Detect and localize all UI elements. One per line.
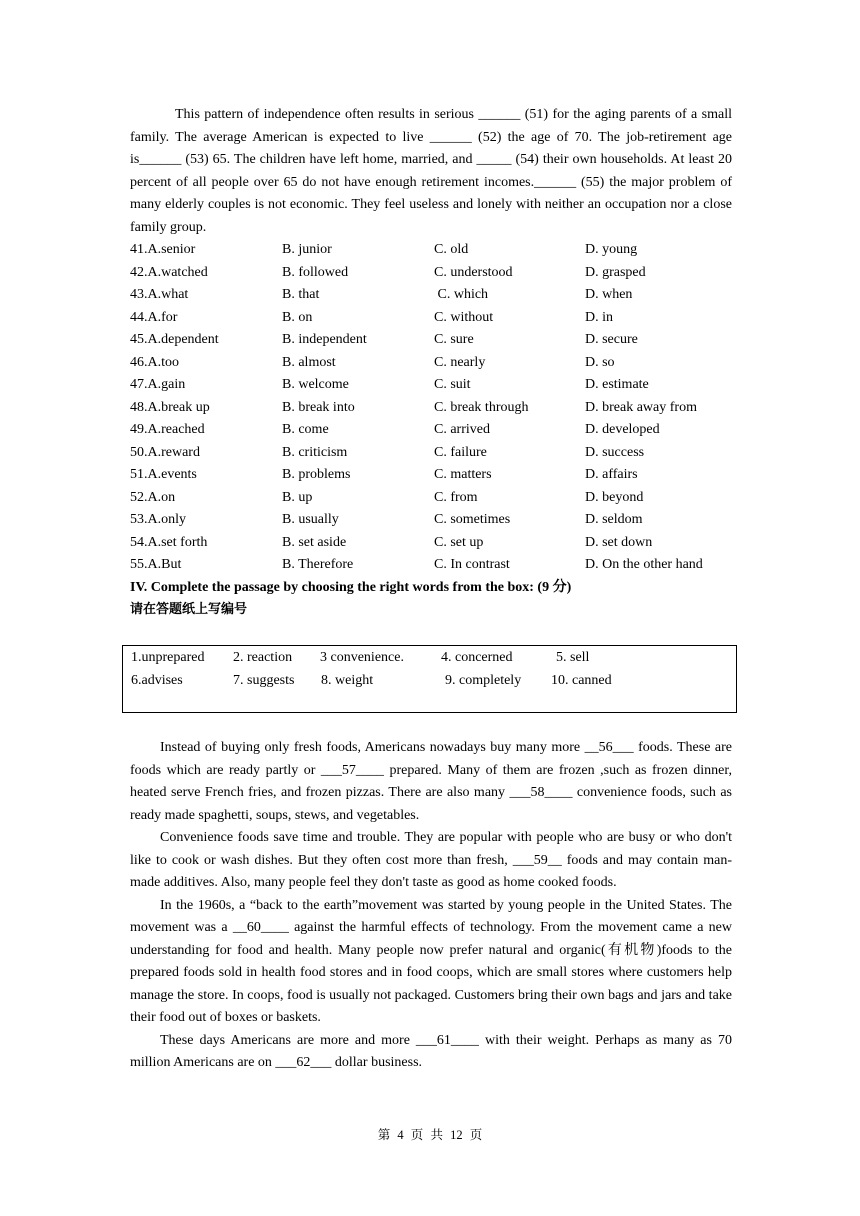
option-a: 42.A.watched bbox=[130, 264, 208, 280]
option-row bbox=[130, 532, 732, 555]
word-choice: 4. concerned bbox=[441, 650, 513, 665]
option-b: B. up bbox=[282, 489, 313, 505]
footer-page-unit: 页 bbox=[410, 1128, 424, 1142]
answer-sheet-note: 请在答题纸上写编号 bbox=[130, 602, 248, 617]
option-row bbox=[130, 419, 732, 442]
option-c: C. old bbox=[434, 242, 469, 257]
option-c: C. sure bbox=[434, 332, 474, 347]
option-b: B. almost bbox=[282, 354, 336, 370]
option-c: C. matters bbox=[434, 467, 492, 482]
option-b: B. come bbox=[282, 422, 329, 437]
option-a: 53.A.only bbox=[130, 512, 186, 527]
option-row bbox=[130, 487, 732, 510]
option-d: D. affairs bbox=[585, 467, 638, 482]
option-row bbox=[130, 442, 732, 465]
option-row bbox=[130, 509, 732, 532]
option-c: C. suit bbox=[434, 377, 471, 392]
option-b: B. problems bbox=[282, 467, 351, 482]
option-a: 47.A.gain bbox=[130, 377, 186, 392]
option-a: 50.A.reward bbox=[130, 444, 200, 460]
section-three bbox=[130, 104, 732, 622]
total-pages: 12 bbox=[450, 1128, 463, 1142]
page-footer bbox=[0, 1125, 860, 1143]
option-d: D. young bbox=[585, 242, 638, 257]
cloze-passage-paragraph: This pattern of independence often results in serious ______ (51) for the aging parents of a small family. The average American is expected to live ______ (52) the age of 70. The job-retirement age is______ (53) 65. The children have left home, married, and _____ (54) their own households. At least 20 percent of all people over 65 do not have enough retirement incomes.______ (55) the major problem of many elderly couples is not economic. They feel useless and lonely with neither an occupation nor a close family group. bbox=[130, 107, 732, 235]
option-row bbox=[130, 307, 732, 330]
option-row bbox=[130, 284, 732, 307]
option-row bbox=[130, 239, 732, 262]
option-a: 55.A.But bbox=[130, 557, 182, 572]
option-a: 48.A.break up bbox=[130, 399, 210, 415]
option-c: C. from bbox=[434, 489, 478, 505]
option-b: B. Therefore bbox=[282, 557, 354, 572]
option-b: B. set aside bbox=[282, 534, 347, 550]
option-c: C. without bbox=[434, 309, 494, 325]
option-d: D. On the other hand bbox=[585, 557, 703, 572]
passage-paragraph: These days Americans are more and more ___61____ with their weight. Perhaps as many as 70 million Americans are on ___62___ dollar business. bbox=[130, 1032, 732, 1070]
option-c: C. sometimes bbox=[434, 512, 511, 527]
option-a: 54.A.set forth bbox=[130, 534, 208, 550]
word-choice: 2. reaction bbox=[233, 650, 293, 665]
word-choice: 6.advises bbox=[131, 673, 183, 688]
option-row bbox=[130, 464, 732, 487]
passage-paragraph: Instead of buying only fresh foods, Americans nowadays buy many more __56___ foods. These are foods which are ready partly or ___57____ prepared. Many of them are frozen ,such as frozen dinner, heated serve French fries, and frozen pizzas. There are also many ___58____ convenience foods, such as ready made spaghetti, soups, stews, and vegetables. bbox=[130, 740, 732, 823]
options-list bbox=[130, 239, 732, 577]
option-c: C. understood bbox=[434, 264, 513, 280]
option-b: B. welcome bbox=[282, 377, 349, 392]
option-a: 46.A.too bbox=[130, 354, 179, 370]
option-c: C. arrived bbox=[434, 422, 490, 437]
option-d: D. set down bbox=[585, 534, 653, 550]
section-four-heading: IV. Complete the passage by choosing the right words from the box: (9 分) bbox=[130, 579, 572, 595]
option-b: B. junior bbox=[282, 242, 332, 257]
footer-total-label: 共 bbox=[430, 1128, 443, 1142]
option-d: D. in bbox=[585, 309, 613, 325]
option-d: D. when bbox=[585, 287, 633, 302]
option-row bbox=[130, 262, 732, 285]
option-c: C. failure bbox=[434, 444, 487, 460]
word-box bbox=[122, 645, 737, 713]
option-row bbox=[130, 329, 732, 352]
option-d: D. secure bbox=[585, 332, 638, 347]
option-d: D. success bbox=[585, 444, 645, 460]
option-a: 49.A.reached bbox=[130, 422, 205, 437]
word-choice: 5. sell bbox=[556, 650, 590, 665]
option-b: B. followed bbox=[282, 264, 349, 280]
option-d: D. estimate bbox=[585, 377, 649, 392]
option-a: 52.A.on bbox=[130, 489, 176, 505]
option-d: D. seldom bbox=[585, 512, 643, 527]
option-c: C. In contrast bbox=[434, 557, 510, 572]
word-choice: 1.unprepared bbox=[131, 650, 205, 665]
option-a: 41.A.senior bbox=[130, 242, 196, 257]
option-c: C. which bbox=[434, 287, 489, 302]
option-d: D. so bbox=[585, 354, 615, 370]
word-choice: 7. suggests bbox=[233, 673, 295, 688]
option-a: 51.A.events bbox=[130, 467, 197, 482]
option-b: B. usually bbox=[282, 512, 339, 527]
option-b: B. break into bbox=[282, 399, 355, 415]
passage-paragraph: In the 1960s, a “back to the earth”movement was started by young people in the United States. The movement was a __60____ against the harmful effects of technology. From the movement came a new understanding for food and health. Many people now prefer natural and organic(有机物)foods to the prepared foods sold in health food stores and in food coops, which are small stores where customers help manage the store. In coops, food is usually not packaged. Customers bring their own bags and jars and take their food out of boxes or baskets. bbox=[130, 897, 732, 1025]
option-b: B. criticism bbox=[282, 444, 348, 460]
option-row bbox=[130, 397, 732, 420]
option-b: B. on bbox=[282, 309, 313, 325]
option-b: B. that bbox=[282, 287, 320, 302]
option-row bbox=[130, 554, 732, 577]
section-four-passage bbox=[130, 737, 732, 1075]
word-choice: 10. canned bbox=[551, 673, 612, 688]
option-row bbox=[130, 352, 732, 375]
word-choice: 8. weight bbox=[321, 673, 374, 688]
word-choice: 3 convenience. bbox=[320, 650, 404, 665]
option-c: C. nearly bbox=[434, 354, 486, 370]
word-choice: 9. completely bbox=[445, 673, 522, 688]
footer-page-label: 第 bbox=[377, 1128, 391, 1142]
option-c: C. set up bbox=[434, 534, 484, 550]
option-a: 44.A.for bbox=[130, 309, 178, 325]
option-d: D. beyond bbox=[585, 489, 644, 505]
option-row bbox=[130, 374, 732, 397]
option-d: D. grasped bbox=[585, 264, 646, 280]
option-d: D. break away from bbox=[585, 399, 697, 415]
option-a: 43.A.what bbox=[130, 287, 189, 302]
option-c: C. break through bbox=[434, 399, 529, 415]
passage-paragraph: Convenience foods save time and trouble. They are popular with people who are busy or who don't like to cook or wash dishes. But they often cost more than fresh, ___59__ foods and may contain man-made additives. Also, many people feel they don't taste as good as home cooked foods. bbox=[130, 830, 732, 890]
footer-total-unit: 页 bbox=[469, 1128, 483, 1142]
option-a: 45.A.dependent bbox=[130, 332, 219, 347]
option-d: D. developed bbox=[585, 422, 660, 437]
current-page-number: 4 bbox=[397, 1128, 404, 1142]
option-b: B. independent bbox=[282, 332, 367, 347]
